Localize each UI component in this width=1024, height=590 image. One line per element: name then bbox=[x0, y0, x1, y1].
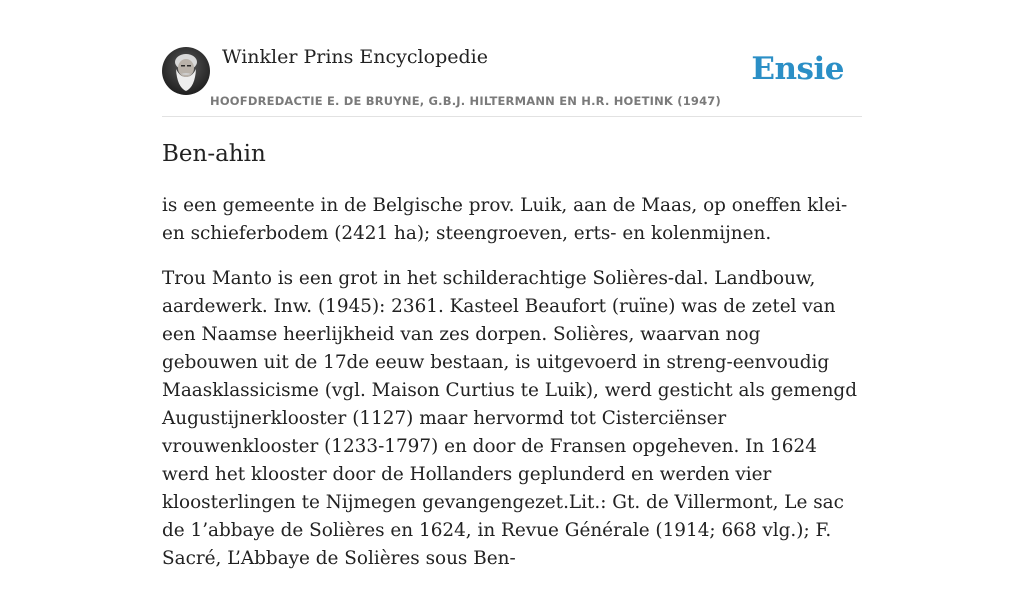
article bbox=[162, 138, 862, 590]
bearded-man-portrait-icon bbox=[162, 47, 210, 95]
article-paragraph: is een gemeente in de Belgische prov. Luik, aan de Maas, op oneffen klei- en schieferbodem (2421 ha); steengroeven, erts- en kolenmijnen. bbox=[162, 195, 848, 244]
article-paragraph: Trou Manto is een grot in het schilderachtige Solières-dal. Landbouw, aardewerk. Inw. (1945): 2361. Kasteel Beaufort (ruïne) was de zetel van een Naamse heerlijkheid van zes dorpen. Solières, waarvan nog gebouwen uit de 17de eeuw bestaan, is uitgevoerd in streng-eenvoudig Maasklassicisme (vgl. Maison Curtius te Luik), werd gesticht als gemengd Augustijnerklooster (1127) maar hervormd tot Cisterciënser vrouwenklooster (1233-1797) en door de Fransen opgeheven. In 1624 werd het klooster door de Hollanders geplunderd en werden vier kloosterlingen te Nijmegen gevangengezet.Lit.: Gt. de Villermont, Le sac de 1’abbaye de Solières en 1624, in Revue Générale (1914; 668 vlg.); F. Sacré, L’Abbaye de Solières sous Ben- bbox=[162, 268, 857, 569]
editorial-credits: HOOFDREDACTIE E. DE BRUYNE, G.B.J. HILTERMANN EN H.R. HOETINK (1947) bbox=[210, 94, 721, 108]
article-title: Ben-ahin bbox=[162, 141, 266, 167]
site-header bbox=[162, 42, 862, 117]
site-title[interactable]: Winkler Prins Encyclopedie bbox=[222, 46, 488, 68]
brand-logo-link[interactable]: Ensie bbox=[751, 51, 844, 87]
avatar[interactable] bbox=[162, 47, 210, 95]
